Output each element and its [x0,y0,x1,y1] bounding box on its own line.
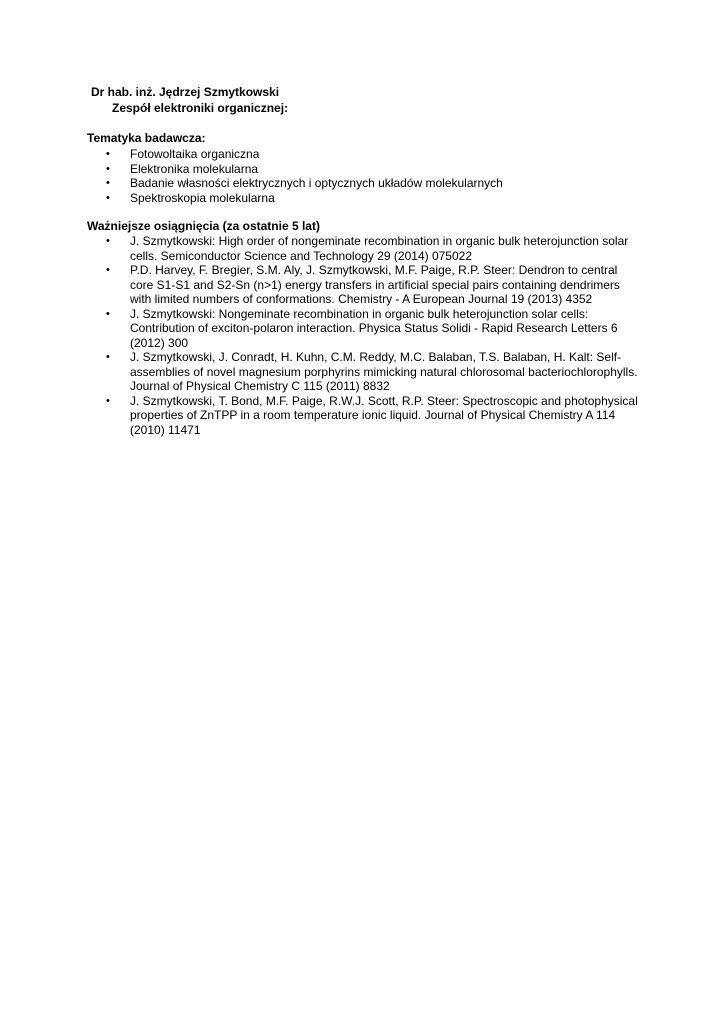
topics-list [0,147,503,205]
topic-text: Elektronika molekularna [130,161,259,176]
author-name: Dr hab. inż. Jędrzej Szmytkowski [91,85,280,99]
bullet-icon: • [106,394,110,407]
list-item [0,162,503,177]
team-name: Zespół elektroniki organicznej: [112,101,289,115]
topic-text: Badanie własności elektrycznych i optycznych układów molekularnych [130,176,503,190]
list-item [0,307,640,351]
publication-text: J. Szmytkowski, T. Bond, M.F. Paige, R.W.J. Scott, R.P. Steer: Spectroscopic and photophysical properties of ZnTPP in a room temperature ionic liquid. Journal of Physical Chemistry A 114 (2010) 11471 [130,393,638,437]
bullet-icon: • [106,264,110,276]
list-item [0,350,640,394]
topic-text: Spektroskopia molekularna [130,190,275,205]
list-item [0,176,503,191]
bullet-icon: • [106,191,110,204]
list-item [0,263,640,307]
publication-text: J. Szmytkowski: Nongeminate recombination in organic bulk heterojunction solar cells: Contribution of exciton-polaron interaction. Physica Status Solidi - Rapid Research Letters 6 (2012) 300 [130,306,618,350]
list-item [0,394,640,438]
list-item [0,147,503,162]
achievements-list [0,234,640,437]
list-item [0,191,503,206]
bullet-icon: • [106,177,110,189]
bullet-icon: • [106,235,110,247]
topics-heading: Tematyka badawcza: [87,131,206,145]
bullet-icon: • [106,307,110,320]
bullet-icon: • [106,162,110,175]
publication-text: P.D. Harvey, F. Bregier, S.M. Aly, J. Szmytkowski, M.F. Paige, R.P. Steer: Dendron to central core S1-S1 and S2-Sn (n>1) energy transfers in artificial special pairs containing dendrimers with limited numbers of conformations. Chemistry - A European Journal 19 (2013) 4352 [130,263,620,306]
achievements-heading: Ważniejsze osiągnięcia (za ostatnie 5 lat) [87,219,320,233]
publication-text: J. Szmytkowski, J. Conradt, H. Kuhn, C.M. Reddy, M.C. Balaban, T.S. Balaban, H. Kalt: Self-assemblies of novel magnesium porphyrins mimicking natural chlorosomal bacteriochlorophylls. Journal of Physical Chemistry C 115 (2011) 8832 [130,350,638,393]
list-item [0,234,640,263]
topic-text: Fotowoltaika organiczna [130,147,260,161]
publication-text: J. Szmytkowski: High order of nongeminate recombination in organic bulk heterojunction solar cells. Semiconductor Science and Technology 29 (2014) 075022 [130,234,629,263]
bullet-icon: • [106,148,110,160]
bullet-icon: • [106,351,110,363]
